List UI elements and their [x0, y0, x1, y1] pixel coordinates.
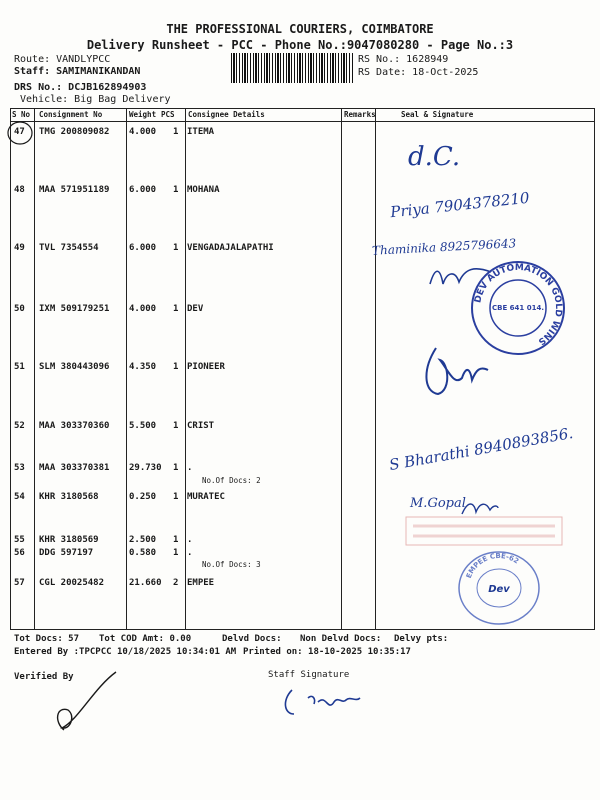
row-weight: 0.580	[129, 548, 157, 558]
rs-date: RS Date: 18-Oct-2025	[358, 67, 479, 78]
row-serial-number: 53	[14, 463, 25, 473]
row-serial-number: 56	[14, 548, 25, 558]
row-weight: 21.660	[129, 578, 162, 588]
empee-stamp	[454, 548, 544, 628]
row-weight: 4.350	[129, 362, 157, 372]
row-pieces: 1	[173, 304, 179, 314]
staff-signature	[278, 684, 368, 724]
col-divider	[34, 109, 35, 629]
row-consignee: MOHANA	[187, 185, 220, 195]
row-consignee: EMPEE	[187, 578, 215, 588]
row-consignment-number: TMG 200809082	[39, 127, 110, 137]
row-pieces: 2	[173, 578, 179, 588]
col-header-weight: Weight	[129, 110, 157, 119]
row-weight: 4.000	[129, 127, 157, 137]
row-consignment-number: KHR 3180568	[39, 492, 99, 502]
row-serial-number: 54	[14, 492, 25, 502]
signature-row49: Thaminika 8925796643	[371, 236, 517, 258]
signature-row54: M.Gopal	[410, 496, 466, 511]
row-weight: 2.500	[129, 535, 157, 545]
company-title: THE PROFESSIONAL COURIERS, COIMBATORE	[166, 22, 434, 36]
row-serial-number: 55	[14, 535, 25, 545]
row-pieces: 1	[173, 421, 179, 431]
signature-row48: Priya 7904378210	[389, 188, 531, 222]
row-consignee: VENGADAJALAPATHI	[187, 243, 274, 253]
row-consignee: ITEMA	[187, 127, 215, 137]
row-consignee: MURATEC	[187, 492, 225, 502]
row-consignment-number: KHR 3180569	[39, 535, 99, 545]
staff-label: Staff: SAMIMANIKANDAN	[14, 66, 141, 77]
dev-stamp-center-text: CBE 641 014.	[491, 304, 545, 312]
row-pieces: 1	[173, 548, 179, 558]
row-weight: 29.730	[129, 463, 162, 473]
col-divider	[375, 109, 376, 629]
dev-automation-stamp	[468, 258, 568, 358]
col-header-consignee: Consignee Details	[188, 110, 265, 119]
signature-row47: d.C.	[408, 142, 461, 172]
entered-by: Entered By :TPCPCC 10/18/2025 10:34:01 AM	[14, 647, 237, 657]
row-consignment-number: DDG 597197	[39, 548, 94, 558]
runsheet-subtitle: Delivery Runsheet - PCC - Phone No.:9047080280 - Page No.:3	[86, 38, 514, 52]
staff-signature-label: Staff Signature	[268, 670, 350, 680]
rs-number: RS No.: 1628949	[358, 54, 449, 65]
row-serial-number: 49	[14, 243, 25, 253]
col-divider	[126, 109, 127, 629]
row-consignment-number: MAA 571951189	[39, 185, 110, 195]
row-weight: 6.000	[129, 243, 157, 253]
row-serial-number: 47	[14, 127, 25, 137]
barcode-image	[231, 53, 353, 83]
printed-on: Printed on: 18-10-2025 10:35:17	[243, 647, 411, 657]
row-serial-number: 51	[14, 362, 25, 372]
row-consignment-number: TVL 7354554	[39, 243, 99, 253]
row-serial-number: 57	[14, 578, 25, 588]
dev-stamp-ring-text: DEV AUTOMATION GOLD WINS	[473, 262, 564, 347]
total-docs: Tot Docs: 57	[14, 634, 80, 644]
row-consignment-number: SLM 380443096	[39, 362, 110, 372]
empee-stamp-ring-text: EMPEE CBE-62	[464, 551, 521, 580]
row-weight: 6.000	[129, 185, 157, 195]
route-label: Route: VANDLYPCC	[14, 54, 111, 65]
col-header-consignment: Consignment No	[39, 110, 103, 119]
row-pieces: 1	[173, 535, 179, 545]
row-consignee: .	[187, 535, 193, 545]
signature-row52: S Bharathi 8940893856.	[387, 423, 575, 475]
row-consignment-number: MAA 303370360	[39, 421, 110, 431]
row-weight: 0.250	[129, 492, 157, 502]
row-consignee: PIONEER	[187, 362, 225, 372]
row-pieces: 1	[173, 492, 179, 502]
row-consignment-number: IXM 509179251	[39, 304, 110, 314]
row-pieces: 1	[173, 362, 179, 372]
non-delivered-docs: Non Delvd Docs:	[300, 634, 382, 644]
row-serial-number: 50	[14, 304, 25, 314]
total-cod: Tot COD Amt: 0.00	[99, 634, 192, 644]
faded-rectangular-stamp	[405, 516, 565, 548]
row-weight: 5.500	[129, 421, 157, 431]
col-divider	[185, 109, 186, 629]
row-serial-number: 52	[14, 421, 25, 431]
empee-stamp-center-text: Dev	[488, 584, 510, 595]
verifier-signature	[24, 668, 124, 738]
row-consignee: DEV	[187, 304, 204, 314]
col-header-pcs: PCS	[161, 110, 175, 119]
row-pieces: 1	[173, 185, 179, 195]
docs-note-row53: No.Of Docs: 2	[202, 476, 261, 485]
row-consignment-number: CGL 20025482	[39, 578, 105, 588]
row-pieces: 1	[173, 127, 179, 137]
vehicle-label: Vehicle: Big Bag Delivery	[20, 94, 171, 105]
col-divider	[341, 109, 342, 629]
delivered-docs: Delvd Docs:	[222, 634, 282, 644]
col-header-remarks: Remarks	[344, 110, 376, 119]
row-consignee: .	[187, 463, 193, 473]
row-serial-number: 48	[14, 185, 25, 195]
docs-note-row56: No.Of Docs: 3	[202, 560, 261, 569]
row-pieces: 1	[173, 463, 179, 473]
header-divider	[11, 121, 594, 122]
circled-serial-mark	[6, 120, 38, 146]
row-consignee: .	[187, 548, 193, 558]
col-header-seal-signature: Seal & Signature	[401, 110, 474, 119]
row-pieces: 1	[173, 243, 179, 253]
row-weight: 4.000	[129, 304, 157, 314]
col-header-sno: S No	[12, 110, 31, 119]
drs-label: DRS No.: DCJB162894903	[14, 82, 147, 93]
delivery-points: Delvy pts:	[394, 634, 449, 644]
row-consignment-number: MAA 303370381	[39, 463, 110, 473]
verified-by-label: Verified By	[14, 672, 74, 682]
svg-text:EMPEE CBE-62	[465, 552, 520, 580]
row-consignee: CRIST	[187, 421, 215, 431]
